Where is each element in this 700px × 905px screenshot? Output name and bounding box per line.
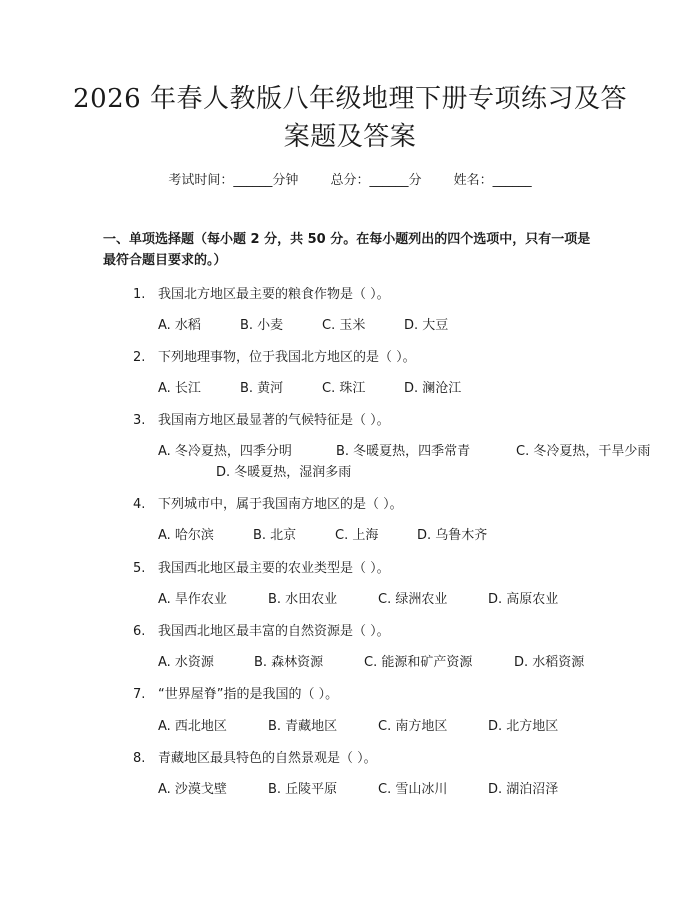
option-a: A. 西北地区: [158, 719, 227, 734]
question-text: 我国西北地区最丰富的自然资源是（ ）。: [158, 624, 390, 639]
question-7-options: [158, 715, 558, 734]
option-b: B. 丘陵平原: [268, 782, 338, 797]
question-2-options: [158, 377, 461, 396]
question-4-options: [158, 524, 487, 543]
option-a: A. 哈尔滨: [158, 528, 214, 543]
option-d: D. 澜沧江: [404, 381, 462, 396]
option-b: B. 小麦: [240, 318, 284, 333]
question-text: 青藏地区最具特色的自然景观是（ ）。: [158, 751, 377, 766]
document-title: 2026 年春人教版八年级地理下册专项练习及答案题及答案: [73, 84, 627, 152]
question-7: [133, 683, 338, 702]
question-8: [133, 747, 377, 766]
option-d: D. 湖泊沼泽: [488, 782, 559, 797]
option-b: B. 北京: [253, 528, 297, 543]
option-b: B. 冬暖夏热，四季常青: [336, 444, 471, 459]
question-number: 3.: [133, 413, 146, 428]
option-b: B. 水田农业: [268, 592, 338, 607]
question-6-options: [158, 651, 584, 670]
option-c: C. 南方地区: [378, 719, 448, 734]
question-6: [133, 620, 390, 639]
option-b: B. 黄河: [240, 381, 284, 396]
question-4: [133, 493, 403, 512]
option-d: D. 水稻资源: [514, 655, 585, 670]
question-1-options: [158, 314, 448, 333]
question-number: 8.: [133, 751, 146, 766]
option-a: A. 旱作农业: [158, 592, 227, 607]
question-8-options: [158, 778, 558, 797]
option-d: D. 北方地区: [488, 719, 559, 734]
option-c: C. 珠江: [322, 381, 366, 396]
question-3-options-line2: [216, 461, 351, 480]
option-d: D. 冬暖夏热，湿润多雨: [216, 465, 352, 480]
option-d: D. 大豆: [404, 318, 449, 333]
option-c: C. 能源和矿产资源: [364, 655, 473, 670]
question-text: 我国北方地区最主要的粮食作物是（ ）。: [158, 287, 390, 302]
student-name: 姓名：______: [453, 173, 532, 188]
option-d: D. 高原农业: [488, 592, 559, 607]
total-score: 总分：______分: [330, 173, 422, 188]
question-1: [133, 283, 390, 302]
option-b: B. 森林资源: [254, 655, 324, 670]
question-text: 我国南方地区最显著的气候特征是（ ）。: [158, 413, 390, 428]
option-c: C. 冬冷夏热，干旱少雨: [516, 444, 651, 459]
question-number: 2.: [133, 350, 146, 365]
question-text: 下列城市中，属于我国南方地区的是（ ）。: [158, 497, 403, 512]
option-a: A. 水资源: [158, 655, 214, 670]
option-a: A. 水稻: [158, 318, 201, 333]
question-3-options-line1: [158, 440, 650, 459]
question-number: 5.: [133, 561, 146, 576]
question-text: 下列地理事物，位于我国北方地区的是（ ）。: [158, 350, 416, 365]
question-number: 4.: [133, 497, 146, 512]
question-5: [133, 557, 390, 576]
question-5-options: [158, 588, 558, 607]
option-d: D. 乌鲁木齐: [417, 528, 488, 543]
question-number: 1.: [133, 287, 146, 302]
exam-time: 考试时间：______分钟: [168, 173, 299, 188]
question-2: [133, 346, 416, 365]
option-a: A. 长江: [158, 381, 201, 396]
option-c: C. 雪山冰川: [378, 782, 448, 797]
option-a: A. 冬冷夏热，四季分明: [158, 444, 292, 459]
exam-meta: [0, 169, 700, 188]
question-3: [133, 409, 390, 428]
question-text: “世界屋脊”指的是我国的（ ）。: [158, 687, 339, 702]
option-c: C. 绿洲农业: [378, 592, 448, 607]
option-a: A. 沙漠戈壁: [158, 782, 227, 797]
option-b: B. 青藏地区: [268, 719, 338, 734]
question-number: 6.: [133, 624, 146, 639]
section-heading: 一、单项选择题（每小题 2 分，共 50 分。在每小题列出的四个选项中，只有一项是最符合题目要求的。）: [103, 232, 591, 268]
option-c: C. 上海: [335, 528, 379, 543]
question-text: 我国西北地区最主要的农业类型是（ ）。: [158, 561, 390, 576]
question-number: 7.: [133, 687, 146, 702]
option-c: C. 玉米: [322, 318, 366, 333]
